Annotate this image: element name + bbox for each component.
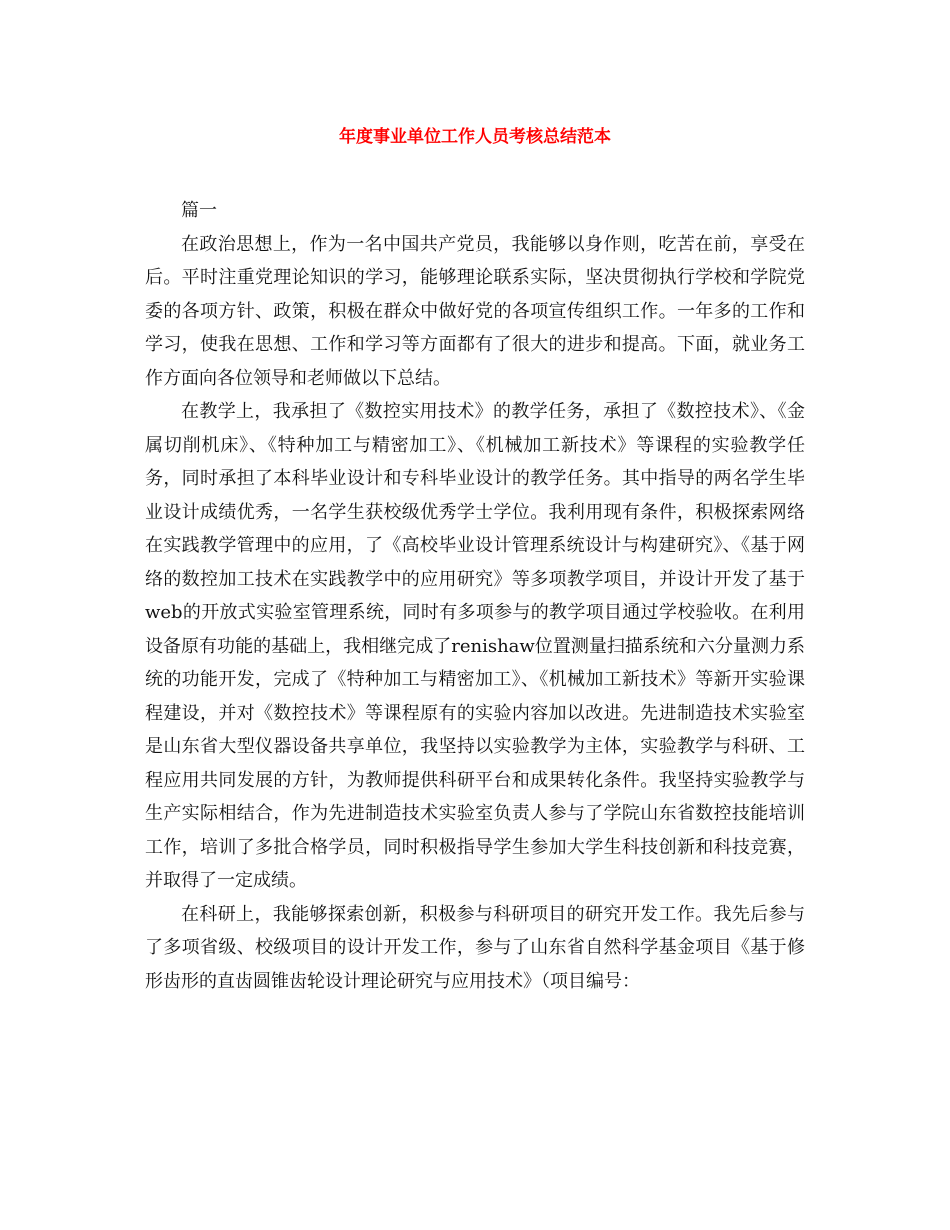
paragraph-teaching: 在教学上，我承担了《数控实用技术》的教学任务，承担了《数控技术》、《金属切削机床》、《特种加工与精密加工》、《机械加工新技术》等课程的实验教学任务，同时承担了本科毕业设计和专科毕业设计的教学任务。其中指导的两名学生毕业设计成绩优秀，一名学生获校级优秀学士学位。我利用现有条件，积极探索网络在实践教学管理中的应用，了《高校毕业设计管理系统设计与构建研究》、《基于网络的数控加工技术在实践教学中的应用研究》等多项教学项目，并设计开发了基于web的开放式实验室管理系统，同时有多项参与的教学项目通过学校验收。在利用设备原有功能的基础上，我相继完成了renishaw位置测量扫描系统和六分量测力系统的功能开发，完成了《特种加工与精密加工》、《机械加工新技术》等新开实验课程建设，并对《数控技术》等课程原有的实验内容加以改进。先进制造技术实验室是山东省大型仪器设备共享单位，我坚持以实验教学为主体，实验教学与科研、工程应用共同发展的方针，为教师提供科研平台和成果转化条件。我坚持实验教学与生产实际相结合，作为先进制造技术实验室负责人参与了学院山东省数控技能培训工作，培训了多批合格学员，同时积极指导学生参加大学生科技创新和科技竞赛，并取得了一定成绩。 [145,401,805,891]
paragraph-research: 在科研上，我能够探索创新，积极参与科研项目的研究开发工作。我先后参与了多项省级、校级项目的设计开发工作，参与了山东省自然科学基金项目《基于修形齿形的直齿圆锥齿轮设计理论研究与应用技术》（项目编号： [145,903,805,992]
section-heading: 篇一 [181,200,217,221]
document-body [145,194,805,998]
paragraph-political: 在政治思想上，作为一名中国共产党员，我能够以身作则，吃苦在前，享受在后。平时注重党理论知识的学习，能够理论联系实际，坚决贯彻执行学校和学院党委的各项方针、政策，积极在群众中做好党的各项宣传组织工作。一年多的工作和学习，使我在思想、工作和学习等方面都有了很大的进步和提高。下面，就业务工作方面向各位领导和老师做以下总结。 [145,233,805,389]
document-title: 年度事业单位工作人员考核总结范本 [339,127,611,147]
